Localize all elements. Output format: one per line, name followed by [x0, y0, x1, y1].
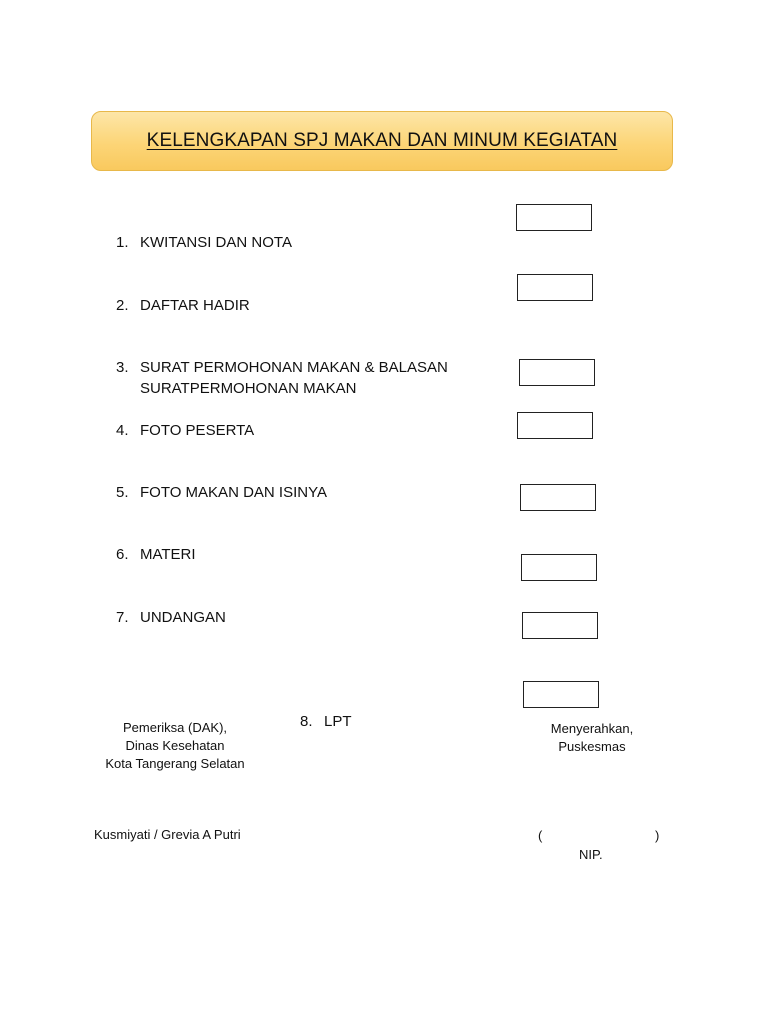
signature-right-name-open: ( — [538, 828, 543, 843]
checkbox-item-3[interactable] — [519, 359, 595, 386]
item-label: MATERI — [140, 546, 196, 563]
item-label: UNDANGAN — [140, 609, 226, 626]
item-number: 3. — [116, 359, 129, 376]
item-number: 5. — [116, 484, 129, 501]
checkbox-item-2[interactable] — [517, 274, 593, 301]
signature-right-office: Puskesmas — [558, 739, 626, 754]
item-label: SURAT PERMOHONAN MAKAN & BALASAN — [140, 359, 448, 376]
item-number: 2. — [116, 297, 129, 314]
item-label: FOTO MAKAN DAN ISINYA — [140, 484, 327, 501]
item-number: 1. — [116, 234, 129, 251]
signature-block-right — [522, 720, 662, 756]
checkbox-item-4[interactable] — [517, 412, 593, 439]
signature-right-role: Menyerahkan, — [550, 721, 634, 736]
item-number: 6. — [116, 546, 129, 563]
signature-right-name-close: ) — [655, 828, 660, 843]
signature-left-city: Kota Tangerang Selatan — [105, 756, 245, 771]
signature-block-left — [95, 719, 255, 773]
item-label: FOTO PESERTA — [140, 422, 255, 439]
signature-right-nip: NIP. — [579, 847, 603, 862]
checkbox-item-7[interactable] — [522, 612, 598, 639]
checkbox-item-1[interactable] — [516, 204, 592, 231]
item-number: 4. — [116, 422, 129, 439]
item-label: DAFTAR HADIR — [140, 297, 250, 314]
checkbox-item-8[interactable] — [523, 681, 599, 708]
checkbox-item-5[interactable] — [520, 484, 596, 511]
item-label: LPT — [324, 713, 352, 730]
item-number: 8. — [300, 713, 313, 730]
title-banner — [91, 111, 673, 171]
signature-left-role: Pemeriksa (DAK), — [122, 720, 228, 735]
item-label-line2: SURATPERMOHONAN MAKAN — [140, 380, 357, 397]
checkbox-item-6[interactable] — [521, 554, 597, 581]
page-title: KELENGKAPAN SPJ MAKAN DAN MINUM KEGIATAN — [146, 130, 618, 151]
item-label: KWITANSI DAN NOTA — [140, 234, 292, 251]
signature-left-office: Dinas Kesehatan — [125, 738, 225, 753]
item-number: 7. — [116, 609, 129, 626]
signature-left-name: Kusmiyati / Grevia A Putri — [94, 827, 241, 842]
